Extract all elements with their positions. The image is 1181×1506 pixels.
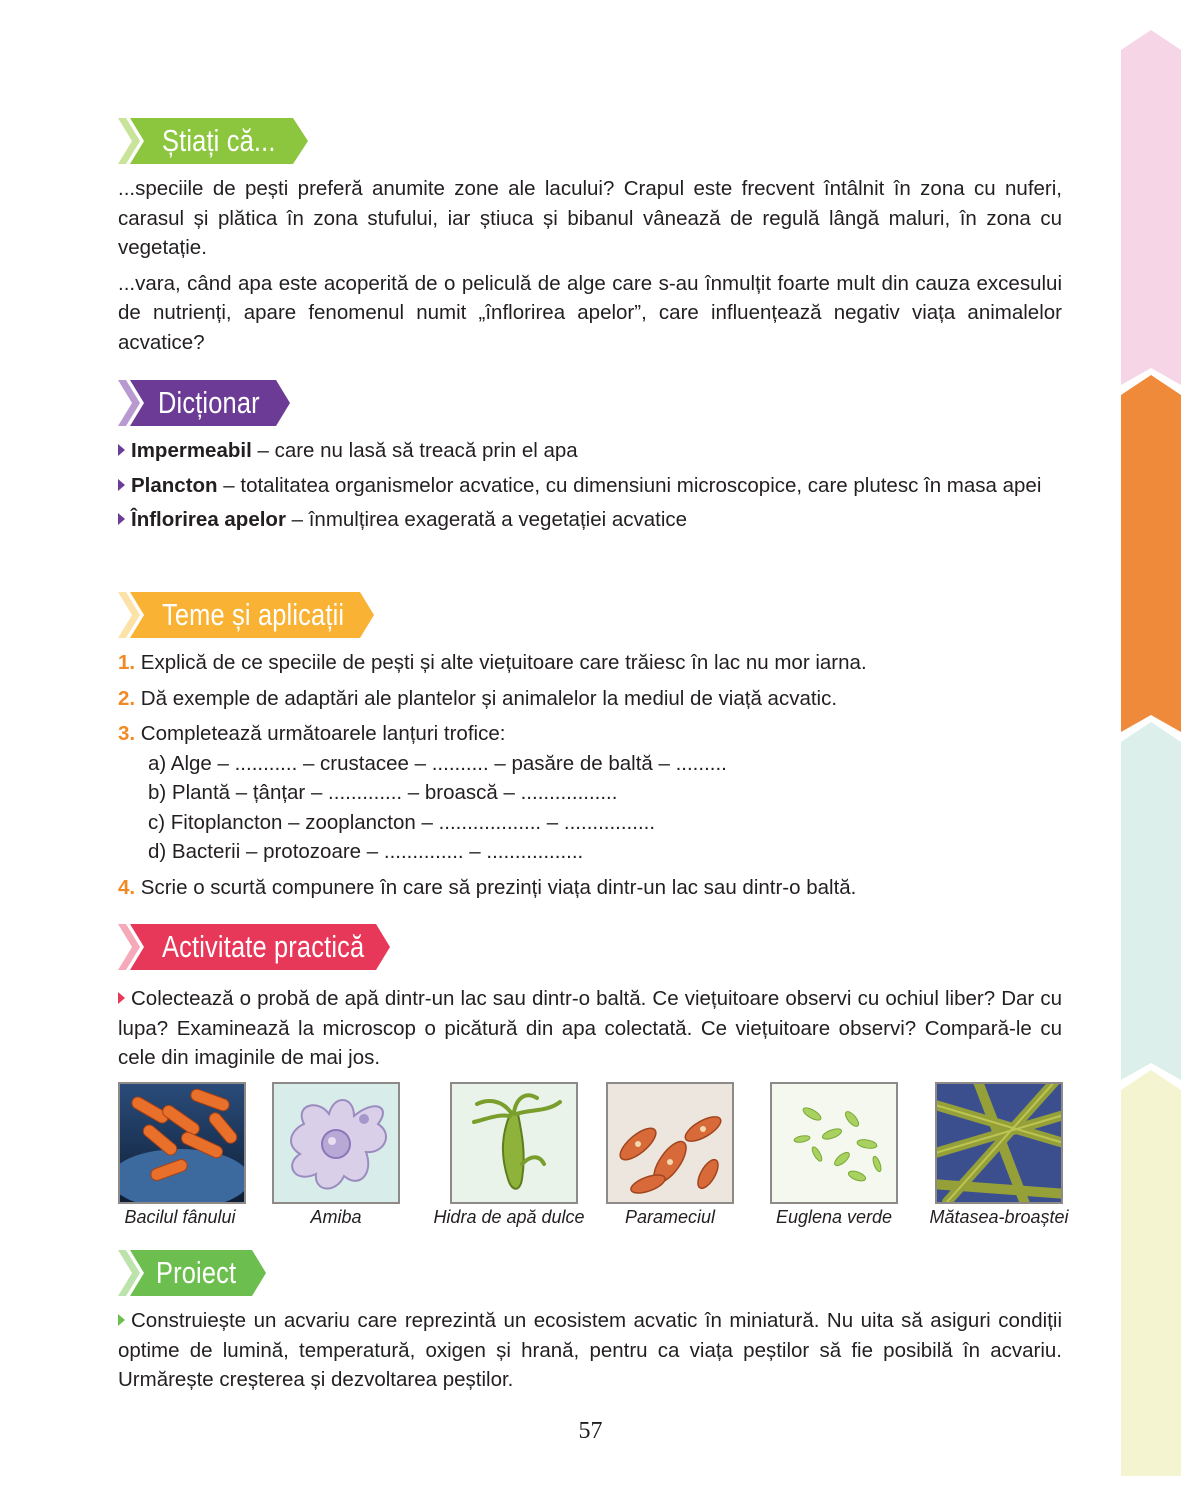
image-caption: Bacilul fânului xyxy=(124,1207,236,1227)
section-header-activitate xyxy=(118,924,398,970)
hydra-image xyxy=(450,1082,578,1204)
food-chain: b) Plantă – țânțar – ............. – broască – ................. xyxy=(148,781,618,804)
task-item: 1. Explică de ce speciile de pești și alte viețuitoare care trăiesc în lac nu mor iarna. xyxy=(118,651,867,674)
dictionary-entry: Impermeabil – care nu lasă să treacă prin el apa xyxy=(118,436,1062,466)
stiati-text xyxy=(118,174,1062,357)
dictionary-list xyxy=(118,436,1062,535)
spirogyra-image xyxy=(935,1082,1063,1204)
section-title: Proiect xyxy=(156,1255,237,1290)
bacillus-image xyxy=(118,1082,246,1204)
tasks-list xyxy=(118,648,1062,902)
section-header-proiect xyxy=(118,1250,273,1296)
amoeba-image xyxy=(272,1082,400,1204)
page-number: 57 xyxy=(578,1418,603,1444)
task-item: 3. Completează următoarele lanțuri trofice: xyxy=(118,722,506,745)
image-caption: Hidra de apă dulce xyxy=(433,1207,585,1227)
food-chain: c) Fitoplancton – zooplancton – .................. – ................ xyxy=(148,810,656,834)
dictionary-entry: Înflorirea apelor – înmulțirea exagerată a vegetației acvatice xyxy=(118,505,1062,535)
task-item: 4. Scrie o scurtă compunere în care să prezinți viața dintr-un lac sau dintr-o baltă. xyxy=(118,875,857,899)
bullet-icon xyxy=(118,444,125,456)
paragraph: ...speciile de pești preferă anumite zone ale lacului? Crapul este frecvent întâlnit în zona cu nuferi, carasul și plătica în zona stufului, iar știuca și bibanul vânează de regulă lângă maluri, în zona cu vegetație. xyxy=(118,177,1062,259)
food-chain: a) Alge – ........... – crustacee – .......... – pasăre de baltă – ......... xyxy=(148,751,727,775)
paragraph: Construiește un acvariu care reprezintă un ecosistem acvatic în miniatură. Nu uita să asiguri condiții optime de lumină, temperatură, oxigen și hrană, pentru ca viața peștilor să fie posibilă în acvariu. Urmărește creșterea și dezvoltarea peștilor. xyxy=(118,1309,1062,1391)
paragraph: ...vara, când apa este acoperită de o peliculă de alge care s-au înmulțit foarte mult din cauza excesului de nutrienți, apare fenomenul numit „înflorirea apelor”, care influențează negativ viața animalelor acvatice? xyxy=(118,271,1062,354)
section-header-dictionar xyxy=(118,380,298,426)
image-caption: Euglena verde xyxy=(775,1207,893,1227)
bullet-icon xyxy=(118,479,125,491)
task-item: 2. Dă exemple de adaptări ale plantelor și animalelor la mediul de viață acvatic. xyxy=(118,686,838,710)
section-title: Știați că... xyxy=(162,123,276,158)
side-tabs xyxy=(1121,30,1181,1476)
dictionary-entry: Plancton – totalitatea organismelor acvatice, cu dimensiuni microscopice, care plutesc în masa apei xyxy=(118,471,1062,501)
section-title: Teme și aplicații xyxy=(162,597,345,632)
food-chain: d) Bacterii – protozoare – .............. – ................. xyxy=(148,840,584,863)
section-title: Dicționar xyxy=(158,385,260,420)
bullet-icon xyxy=(118,992,125,1004)
section-title: Activitate practică xyxy=(162,929,365,964)
bullet-icon xyxy=(118,1314,125,1326)
section-header-teme xyxy=(118,592,383,638)
euglena-image xyxy=(770,1082,898,1204)
image-caption: Parameciul xyxy=(624,1207,716,1227)
paragraph: Colectează o probă de apă dintr-un lac sau dintr-o baltă. Ce viețuitoare observi cu ochiul liber? Dar cu lupa? Examinează la microscop o picătură din apa colectată. Ce viețuitoare observi? Compară-le cu cele din imaginile de mai jos. xyxy=(118,987,1062,1069)
project-text xyxy=(118,1306,1062,1395)
image-caption: Mătasea-broaștei xyxy=(929,1207,1069,1227)
activity-text xyxy=(118,984,1062,1073)
section-header-stiati xyxy=(118,118,318,164)
image-caption: Amiba xyxy=(310,1207,362,1227)
bullet-icon xyxy=(118,513,125,525)
paramecium-image xyxy=(606,1082,734,1204)
